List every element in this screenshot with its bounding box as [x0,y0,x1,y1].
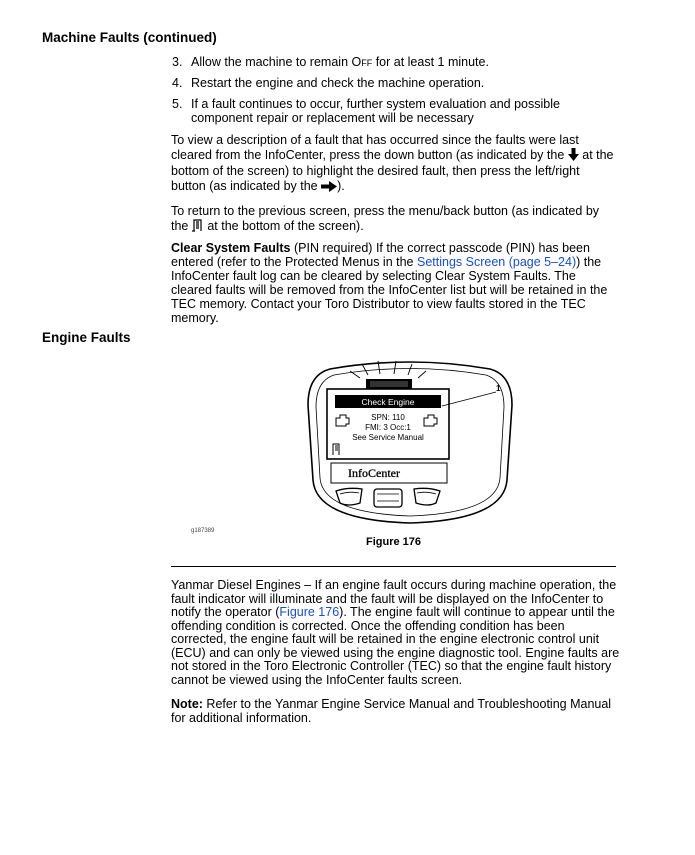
left-button[interactable] [336,488,362,505]
figure-code: g187389 [191,528,215,534]
step-text: Restart the engine and check the machine operation. [191,76,485,90]
paragraph-yanmar [171,579,623,687]
note-text: Refer to the Yanmar Engine Service Manual and Troubleshooting Manual for additional information. [171,697,612,725]
infocenter-illustration [300,355,520,525]
step-text: If a fault continues to occur, further system evaluation and possible component repair or replacement will be necessary [191,97,560,125]
infocenter-figure [300,355,520,525]
screen-title: Check Engine [361,397,415,407]
text-part: at the bottom of the screen). [203,218,364,233]
paragraph-return [171,204,616,235]
text-part: ). [337,178,345,193]
text-part: ). The engine fault will continue to appear until the offending condition is corrected. Once the offending condition has been corrected, the engine fault will be retained in the engine electronic control unit (ECU) and can only be viewed using the engine diagnostic tool. Engine faults are not stored in the Toro Electronic Controller (TEC) so that the engine fault history cannot be viewed using the InfoCenter faults screen. [171,605,620,687]
spn-value: SPN: 110 [371,413,405,422]
right-button[interactable] [414,488,440,505]
text-part: To return to the previous screen, press the menu/back button (as indicated by the [171,204,600,233]
callout-number: 1 [496,384,501,393]
note-paragraph [171,698,623,725]
brand-text: InfoCenter [348,466,400,480]
paragraph-view-fault [171,133,616,195]
figure-176-link[interactable]: Figure 176 [279,605,340,619]
text-part: To view a description of a fault that has occurred since the faults were last cleared from the InfoCenter, press the down button (as indicated by the [171,133,579,162]
center-button[interactable] [374,489,402,507]
divider [171,566,616,567]
figure-caption: Figure 176 [366,536,422,548]
step-number: 5. [172,97,183,111]
off-keyword: Off [351,55,373,69]
right-arrow-icon [321,181,337,196]
text-part: ) the InfoCenter fault log can be cleared by selecting Clear System Faults. The cleared faults will be removed from the InfoCenter list but will be retained in the TEC memory. Contact your Toro Distributor to view faults stored in the TEC memory. [171,255,608,325]
text-part: Yanmar Diesel Engines – If an engine fault occurs during machine operation, the fault indicator will illuminate and the fault will be displayed on the InfoCenter to notify the operator ( [171,578,617,619]
step-text-part: for at least 1 minute. [372,55,489,69]
step-text [191,55,611,69]
section-heading-engine-faults: Engine Faults [42,330,131,345]
text-part: (PIN required) If the correct passcode (PIN) has been entered (refer to the Protected Menus in the [171,241,590,269]
down-arrow-icon [568,148,579,165]
clear-faults-label: Clear System Faults [171,241,291,255]
text-part: at the bottom of the screen) to highlight the desired fault, then press the left/right button (as indicated by the [171,147,614,193]
fmi-occ-value: FMI: 3 Occ:1 [365,423,411,432]
step-number: 3. [172,55,183,69]
section-heading-machine-faults: Machine Faults (continued) [42,30,217,45]
service-manual-text: See Service Manual [352,433,424,442]
menu-back-icon [192,219,204,236]
step-number: 4. [172,76,183,90]
paragraph-clear-faults [171,241,620,325]
note-label: Note: [171,697,203,711]
settings-screen-link[interactable]: Settings Screen (page 5–24) [416,255,577,269]
step-text-part: Allow the machine to remain [191,55,352,69]
